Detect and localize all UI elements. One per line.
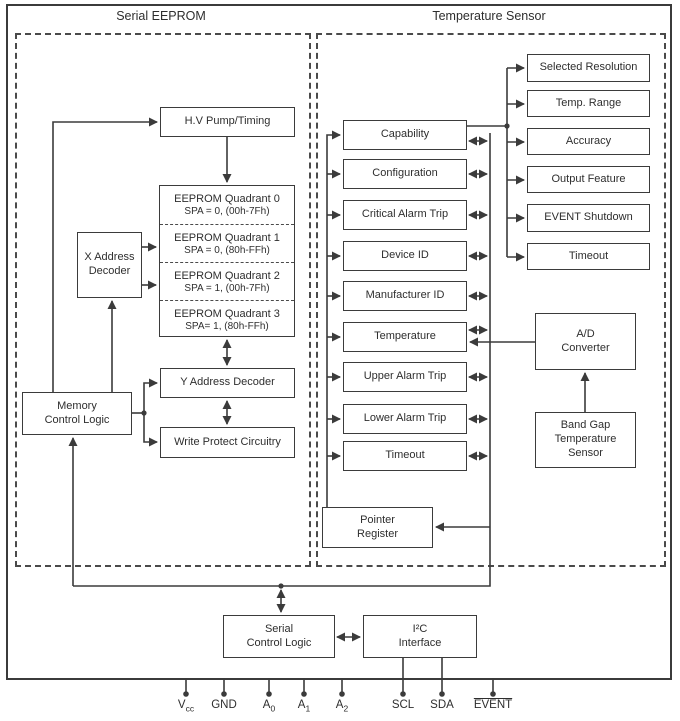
register-timeout [343,441,467,471]
pin-label-a2 [320,699,364,717]
x-address-decoder-label-line1: X Address [84,251,135,264]
register-temperature-label: Temperature [374,330,436,343]
eeprom-quadrant-2-name: EEPROM Quadrant 2 [174,269,280,282]
pin-label-sda [420,699,464,717]
band-gap-temperature-sensor-block [535,412,636,468]
write-protect-circuitry-block [160,427,295,458]
register-timeout-label: Timeout [385,449,425,462]
register-lower-alarm-trip-label: Lower Alarm Trip [363,412,447,425]
capability-selected-resolution [527,54,650,82]
pin-a0-text: A [262,699,271,711]
pin-a0-sub: 0 [270,703,276,714]
x-address-decoder-label-line2: Decoder [88,265,131,277]
eeprom-quadrant-1-name: EEPROM Quadrant 1 [174,231,280,244]
pin-a2-text: A [335,699,344,711]
i2c-interface-label-line1: I²C [412,622,428,635]
register-upper-alarm-trip-label: Upper Alarm Trip [363,370,447,383]
register-critical-alarm-trip-label: Critical Alarm Trip [361,208,449,221]
serial-control-logic-block [223,615,335,658]
memory-control-logic-label-line1: Memory [57,399,97,412]
pin-label-gnd [202,699,246,717]
capability-timeout-label: Timeout [568,249,609,262]
y-address-decoder-block [160,368,295,398]
ad-converter-block [535,313,636,370]
register-configuration-label: Configuration [372,167,438,180]
eeprom-quadrant-0 [160,186,294,224]
temperature-sensor-section-title: Temperature Sensor [432,9,546,23]
capability-timeout [527,243,650,270]
i2c-interface-block [363,615,477,658]
capability-temp-range-label: Temp. Range [555,96,622,109]
eeprom-quadrant-1 [160,224,294,262]
hv-pump-timing-label: H.V Pump/Timing [184,115,271,128]
pin-vcc-sub: cc [185,703,195,714]
pin-scl-text: SCL [391,699,415,711]
pin-stubs [186,678,493,692]
y-address-decoder-label: Y Address Decoder [180,376,275,389]
hv-pump-timing-block [160,107,295,137]
register-device-id [343,241,467,271]
capability-accuracy [527,128,650,155]
register-capability [343,120,467,150]
capability-output-feature-label: Output Feature [551,172,626,185]
ad-converter-label-line1: A/D [576,327,595,340]
x-address-decoder-block [77,232,142,298]
register-capability-label: Capability [380,128,430,141]
register-temperature [343,322,467,352]
eeprom-quadrant-0-spa: SPA = 0, (00h-7Fh) [184,206,270,217]
pin-event-text: EVENT [473,699,513,711]
band-gap-label-line3: Sensor [568,446,603,459]
serial-control-logic-label-line1: Serial [264,622,294,635]
pin-a1-text: A [297,699,306,711]
register-manufacturer-id-label: Manufacturer ID [365,289,445,302]
i2c-interface-label-line2: Interface [398,636,442,649]
capability-output-feature [527,166,650,193]
eeprom-quadrant-1-spa: SPA = 0, (80h-FFh) [184,244,270,256]
eeprom-quadrant-3-name: EEPROM Quadrant 3 [174,307,280,320]
pointer-register-label-line1: Pointer [360,513,395,526]
register-manufacturer-id [343,281,467,311]
capability-temp-range [527,90,650,117]
register-critical-alarm-trip [343,200,467,230]
pin-vcc-text: V [177,699,186,711]
capability-event-shutdown-label: EVENT Shutdown [544,211,633,224]
eeprom-quadrant-array [159,185,295,337]
pin-a2-sub: 2 [343,703,349,714]
capability-event-shutdown [527,204,650,232]
eeprom-quadrant-2 [160,262,294,300]
band-gap-label-line1: Band Gap [560,419,611,432]
band-gap-label-line2: Temperature [554,433,617,446]
pin-label-scl [381,699,425,717]
pointer-register-label-line2: Register [357,527,398,540]
serial-eeprom-section-title: Serial EEPROM [116,9,206,23]
eeprom-quadrant-0-name: EEPROM Quadrant 0 [174,193,280,205]
eeprom-quadrant-3-spa: SPA= 1, (80h-FFh) [185,320,269,332]
pin-sda-text: SDA [430,699,454,711]
eeprom-quadrant-2-spa: SPA = 1, (00h-7Fh) [184,282,270,294]
memory-control-logic-label-line2: Control Logic [44,413,110,426]
capability-accuracy-label: Accuracy [565,134,612,147]
serial-control-logic-label-line2: Control Logic [246,636,312,649]
eeprom-quadrant-3 [160,300,294,338]
register-configuration [343,159,467,189]
pin-label-event [465,699,521,717]
capability-selected-resolution-label: Selected Resolution [539,61,638,74]
pin-gnd-text: GND [211,699,237,711]
register-upper-alarm-trip [343,362,467,392]
write-protect-circuitry-label: Write Protect Circuitry [174,435,281,448]
ad-converter-label-line2: Converter [561,341,610,354]
pointer-register-block [322,507,433,548]
memory-control-logic-block [22,392,132,435]
register-lower-alarm-trip [343,404,467,434]
register-device-id-label: Device ID [381,249,429,262]
pin-a1-sub: 1 [305,703,311,714]
